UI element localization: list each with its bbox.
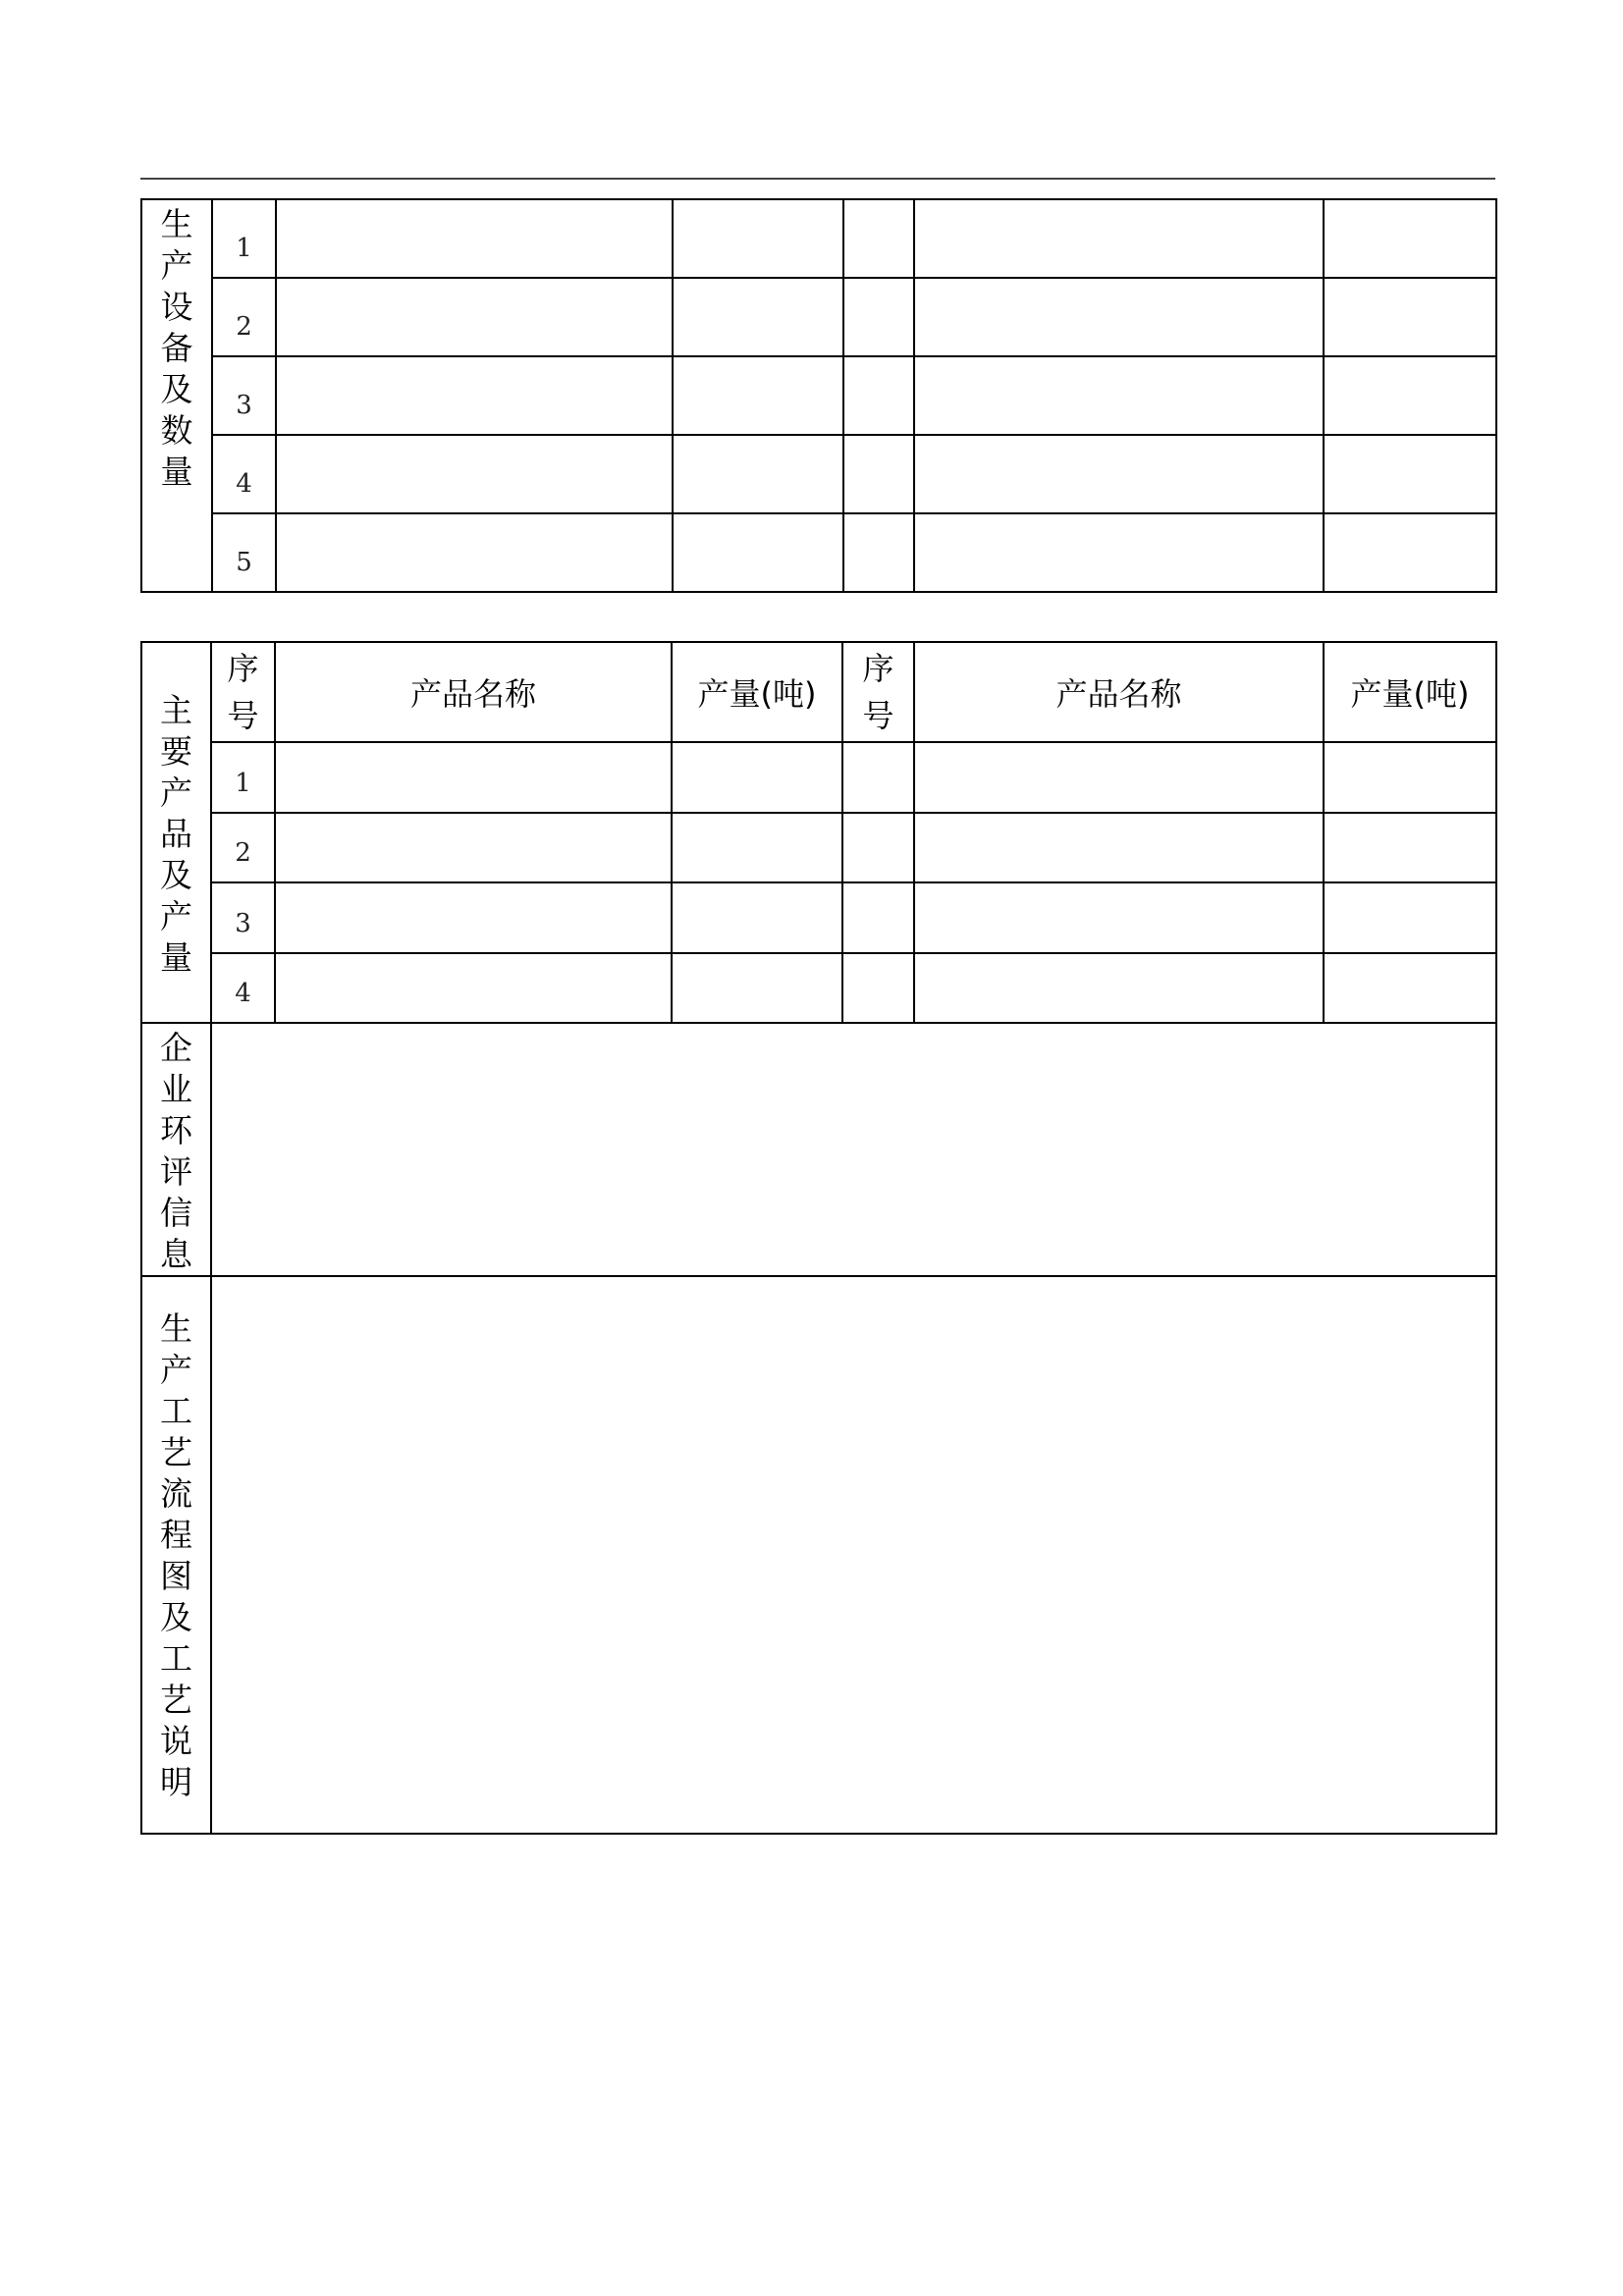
equipment-row-number: 5 — [212, 513, 276, 592]
equipment-cell[interactable] — [1324, 513, 1496, 592]
product-cell[interactable] — [275, 813, 672, 882]
equipment-row-number: 3 — [212, 356, 276, 435]
product-cell[interactable] — [672, 882, 842, 953]
equipment-cell[interactable] — [914, 435, 1324, 513]
equipment-cell[interactable] — [276, 435, 673, 513]
seq-header: 序号 — [842, 642, 914, 742]
equipment-cell[interactable] — [843, 356, 914, 435]
equipment-section-label: 生产设备及数量 — [141, 199, 212, 592]
product-cell[interactable] — [842, 813, 914, 882]
equipment-cell[interactable] — [1324, 435, 1496, 513]
output-header: 产量(吨) — [672, 642, 842, 742]
output-header: 产量(吨) — [1324, 642, 1496, 742]
products-table — [140, 641, 1497, 1835]
equipment-cell[interactable] — [914, 199, 1324, 278]
seq-header: 序号 — [211, 642, 275, 742]
product-cell[interactable] — [914, 953, 1324, 1023]
equipment-cell[interactable] — [843, 199, 914, 278]
product-row-number: 3 — [211, 882, 275, 953]
product-cell[interactable] — [842, 742, 914, 813]
equipment-row-number: 4 — [212, 435, 276, 513]
eia-content[interactable] — [211, 1023, 1496, 1276]
process-content[interactable] — [211, 1276, 1496, 1834]
equipment-cell[interactable] — [276, 199, 673, 278]
product-cell[interactable] — [1324, 742, 1496, 813]
eia-section-label: 企业环评信息 — [141, 1023, 211, 1276]
product-cell[interactable] — [914, 813, 1324, 882]
equipment-cell[interactable] — [276, 356, 673, 435]
equipment-cell[interactable] — [276, 513, 673, 592]
equipment-cell[interactable] — [673, 513, 843, 592]
product-cell[interactable] — [842, 882, 914, 953]
product-cell[interactable] — [914, 882, 1324, 953]
equipment-cell[interactable] — [673, 199, 843, 278]
product-row-number: 4 — [211, 953, 275, 1023]
equipment-cell[interactable] — [914, 278, 1324, 356]
equipment-cell[interactable] — [276, 278, 673, 356]
product-cell[interactable] — [1324, 882, 1496, 953]
equipment-cell[interactable] — [1324, 278, 1496, 356]
equipment-cell[interactable] — [843, 278, 914, 356]
equipment-cell[interactable] — [673, 435, 843, 513]
equipment-cell[interactable] — [1324, 356, 1496, 435]
equipment-cell[interactable] — [914, 513, 1324, 592]
equipment-cell[interactable] — [843, 513, 914, 592]
equipment-cell[interactable] — [1324, 199, 1496, 278]
equipment-row-number: 1 — [212, 199, 276, 278]
product-cell[interactable] — [1324, 953, 1496, 1023]
product-cell[interactable] — [914, 742, 1324, 813]
equipment-cell[interactable] — [914, 356, 1324, 435]
product-row-number: 1 — [211, 742, 275, 813]
product-cell[interactable] — [842, 953, 914, 1023]
equipment-cell[interactable] — [843, 435, 914, 513]
products-section-label: 主要产品及产量 — [141, 642, 211, 1023]
equipment-row-number: 2 — [212, 278, 276, 356]
product-cell[interactable] — [275, 882, 672, 953]
equipment-table — [140, 198, 1497, 593]
product-cell[interactable] — [275, 742, 672, 813]
product-name-header: 产品名称 — [914, 642, 1324, 742]
product-name-header: 产品名称 — [275, 642, 672, 742]
equipment-cell[interactable] — [673, 278, 843, 356]
process-section-label: 生产工艺流程图及工艺说明 — [141, 1276, 211, 1834]
product-cell[interactable] — [1324, 813, 1496, 882]
product-row-number: 2 — [211, 813, 275, 882]
product-cell[interactable] — [672, 813, 842, 882]
product-cell[interactable] — [672, 742, 842, 813]
product-cell[interactable] — [275, 953, 672, 1023]
equipment-cell[interactable] — [673, 356, 843, 435]
header-rule — [140, 178, 1495, 180]
product-cell[interactable] — [672, 953, 842, 1023]
